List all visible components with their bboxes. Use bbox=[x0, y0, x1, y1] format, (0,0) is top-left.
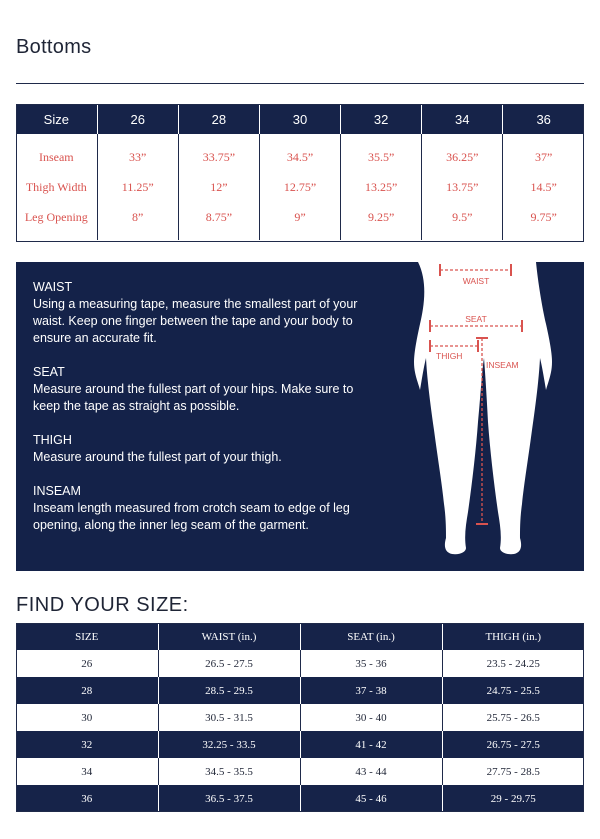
table-cell: 8.75” bbox=[178, 202, 259, 240]
header-cell: SIZE bbox=[16, 623, 158, 650]
guide-body-inseam: Inseam length measured from crotch seam to edge of leg opening, along the inner leg seam of the garment. bbox=[33, 501, 350, 532]
guide-heading-waist: WAIST bbox=[33, 280, 73, 294]
table-cell: 32.25 - 33.5 bbox=[158, 731, 300, 758]
table-cell: 28.5 - 29.5 bbox=[158, 677, 300, 704]
table-cell: 26.75 - 27.5 bbox=[442, 731, 584, 758]
table-cell: 33” bbox=[97, 134, 178, 172]
figure-label-waist: WAIST bbox=[462, 276, 490, 286]
header-cell: 30 bbox=[259, 104, 340, 134]
table-cell: 37 - 38 bbox=[300, 677, 442, 704]
table-cell: 43 - 44 bbox=[300, 758, 442, 785]
table-cell: 30 bbox=[16, 704, 158, 731]
table-cell: 9” bbox=[259, 202, 340, 240]
table-cell: 32 bbox=[16, 731, 158, 758]
table-cell: 27.75 - 28.5 bbox=[442, 758, 584, 785]
table-cell: 29 - 29.75 bbox=[442, 785, 584, 812]
header-cell: THIGH (in.) bbox=[442, 623, 584, 650]
table-cell: 23.5 - 24.25 bbox=[442, 650, 584, 677]
table-cell: 37” bbox=[535, 149, 553, 164]
table-row bbox=[16, 172, 584, 202]
body-measurement-figure bbox=[396, 262, 576, 571]
guide-instructions bbox=[33, 279, 378, 551]
guide-heading-seat: SEAT bbox=[33, 365, 65, 379]
figure-label-thigh: THIGH bbox=[436, 351, 463, 361]
table-cell: 25.75 - 26.5 bbox=[442, 704, 584, 731]
guide-body-seat: Measure around the fullest part of your hips. Make sure to keep the tape as straight as possible. bbox=[33, 382, 354, 413]
table-cell: 36.5 - 37.5 bbox=[158, 785, 300, 812]
table-cell: 13.75” bbox=[422, 172, 503, 202]
title-divider bbox=[16, 83, 584, 84]
body-silhouette bbox=[414, 262, 552, 554]
find-size-title: FIND YOUR SIZE: bbox=[16, 594, 189, 616]
page-title: Bottoms bbox=[16, 36, 92, 58]
header-cell: Size bbox=[16, 104, 97, 134]
table-cell: 9.75” bbox=[530, 209, 557, 224]
measurement-table bbox=[16, 104, 584, 240]
table-cell: 36 bbox=[16, 785, 158, 812]
table-cell: 41 - 42 bbox=[300, 731, 442, 758]
size-table-header bbox=[16, 623, 584, 650]
header-cell: SEAT (in.) bbox=[300, 623, 442, 650]
header-cell: 26 bbox=[97, 104, 178, 134]
table-cell: 26 bbox=[16, 650, 158, 677]
table-row bbox=[16, 677, 584, 704]
table-row bbox=[16, 650, 584, 677]
guide-body-waist: Using a measuring tape, measure the smallest part of your waist. Keep one finger between the tape and your body to ensure an accurate fit. bbox=[33, 297, 358, 345]
table-cell: 9.5” bbox=[422, 202, 503, 240]
table-cell: 28 bbox=[16, 677, 158, 704]
table-row bbox=[16, 731, 584, 758]
table-cell: 35 - 36 bbox=[300, 650, 442, 677]
measuring-guide-panel bbox=[16, 262, 584, 571]
table-cell: 24.75 - 25.5 bbox=[442, 677, 584, 704]
table-cell: 34.5 - 35.5 bbox=[158, 758, 300, 785]
table-row bbox=[16, 758, 584, 785]
table-cell: 12” bbox=[178, 172, 259, 202]
header-cell: 34 bbox=[422, 104, 503, 134]
table-cell: 45 - 46 bbox=[300, 785, 442, 812]
table-cell: 8” bbox=[97, 202, 178, 240]
header-cell: 28 bbox=[178, 104, 259, 134]
table-cell: 34 bbox=[16, 758, 158, 785]
table-row bbox=[16, 704, 584, 731]
row-label: Inseam bbox=[16, 134, 97, 172]
header-cell: 32 bbox=[341, 104, 422, 134]
measurement-table-header bbox=[16, 104, 584, 134]
row-label: Thigh Width bbox=[16, 172, 97, 202]
table-cell: 13.25” bbox=[341, 172, 422, 202]
table-row bbox=[16, 134, 584, 172]
guide-heading-thigh: THIGH bbox=[33, 433, 72, 447]
table-row bbox=[16, 202, 584, 240]
figure-label-inseam: INSEAM bbox=[486, 360, 519, 370]
table-cell: 30 - 40 bbox=[300, 704, 442, 731]
table-cell: 30.5 - 31.5 bbox=[158, 704, 300, 731]
table-cell: 11.25” bbox=[97, 172, 178, 202]
table-cell: 26.5 - 27.5 bbox=[158, 650, 300, 677]
header-cell: WAIST (in.) bbox=[158, 623, 300, 650]
header-cell: 36 bbox=[503, 104, 584, 134]
table-row bbox=[16, 785, 584, 812]
row-label: Leg Opening bbox=[16, 202, 97, 240]
table-cell: 35.5” bbox=[341, 134, 422, 172]
table-cell: 33.75” bbox=[178, 134, 259, 172]
table-cell: 34.5” bbox=[259, 134, 340, 172]
table-cell: 12.75” bbox=[259, 172, 340, 202]
size-lookup-table bbox=[16, 623, 584, 812]
table-cell: 14.5” bbox=[530, 179, 557, 194]
figure-label-seat: SEAT bbox=[465, 314, 487, 324]
table-cell: 9.25” bbox=[341, 202, 422, 240]
guide-body-thigh: Measure around the fullest part of your thigh. bbox=[33, 450, 282, 464]
guide-heading-inseam: INSEAM bbox=[33, 484, 81, 498]
table-cell: 36.25” bbox=[422, 134, 503, 172]
